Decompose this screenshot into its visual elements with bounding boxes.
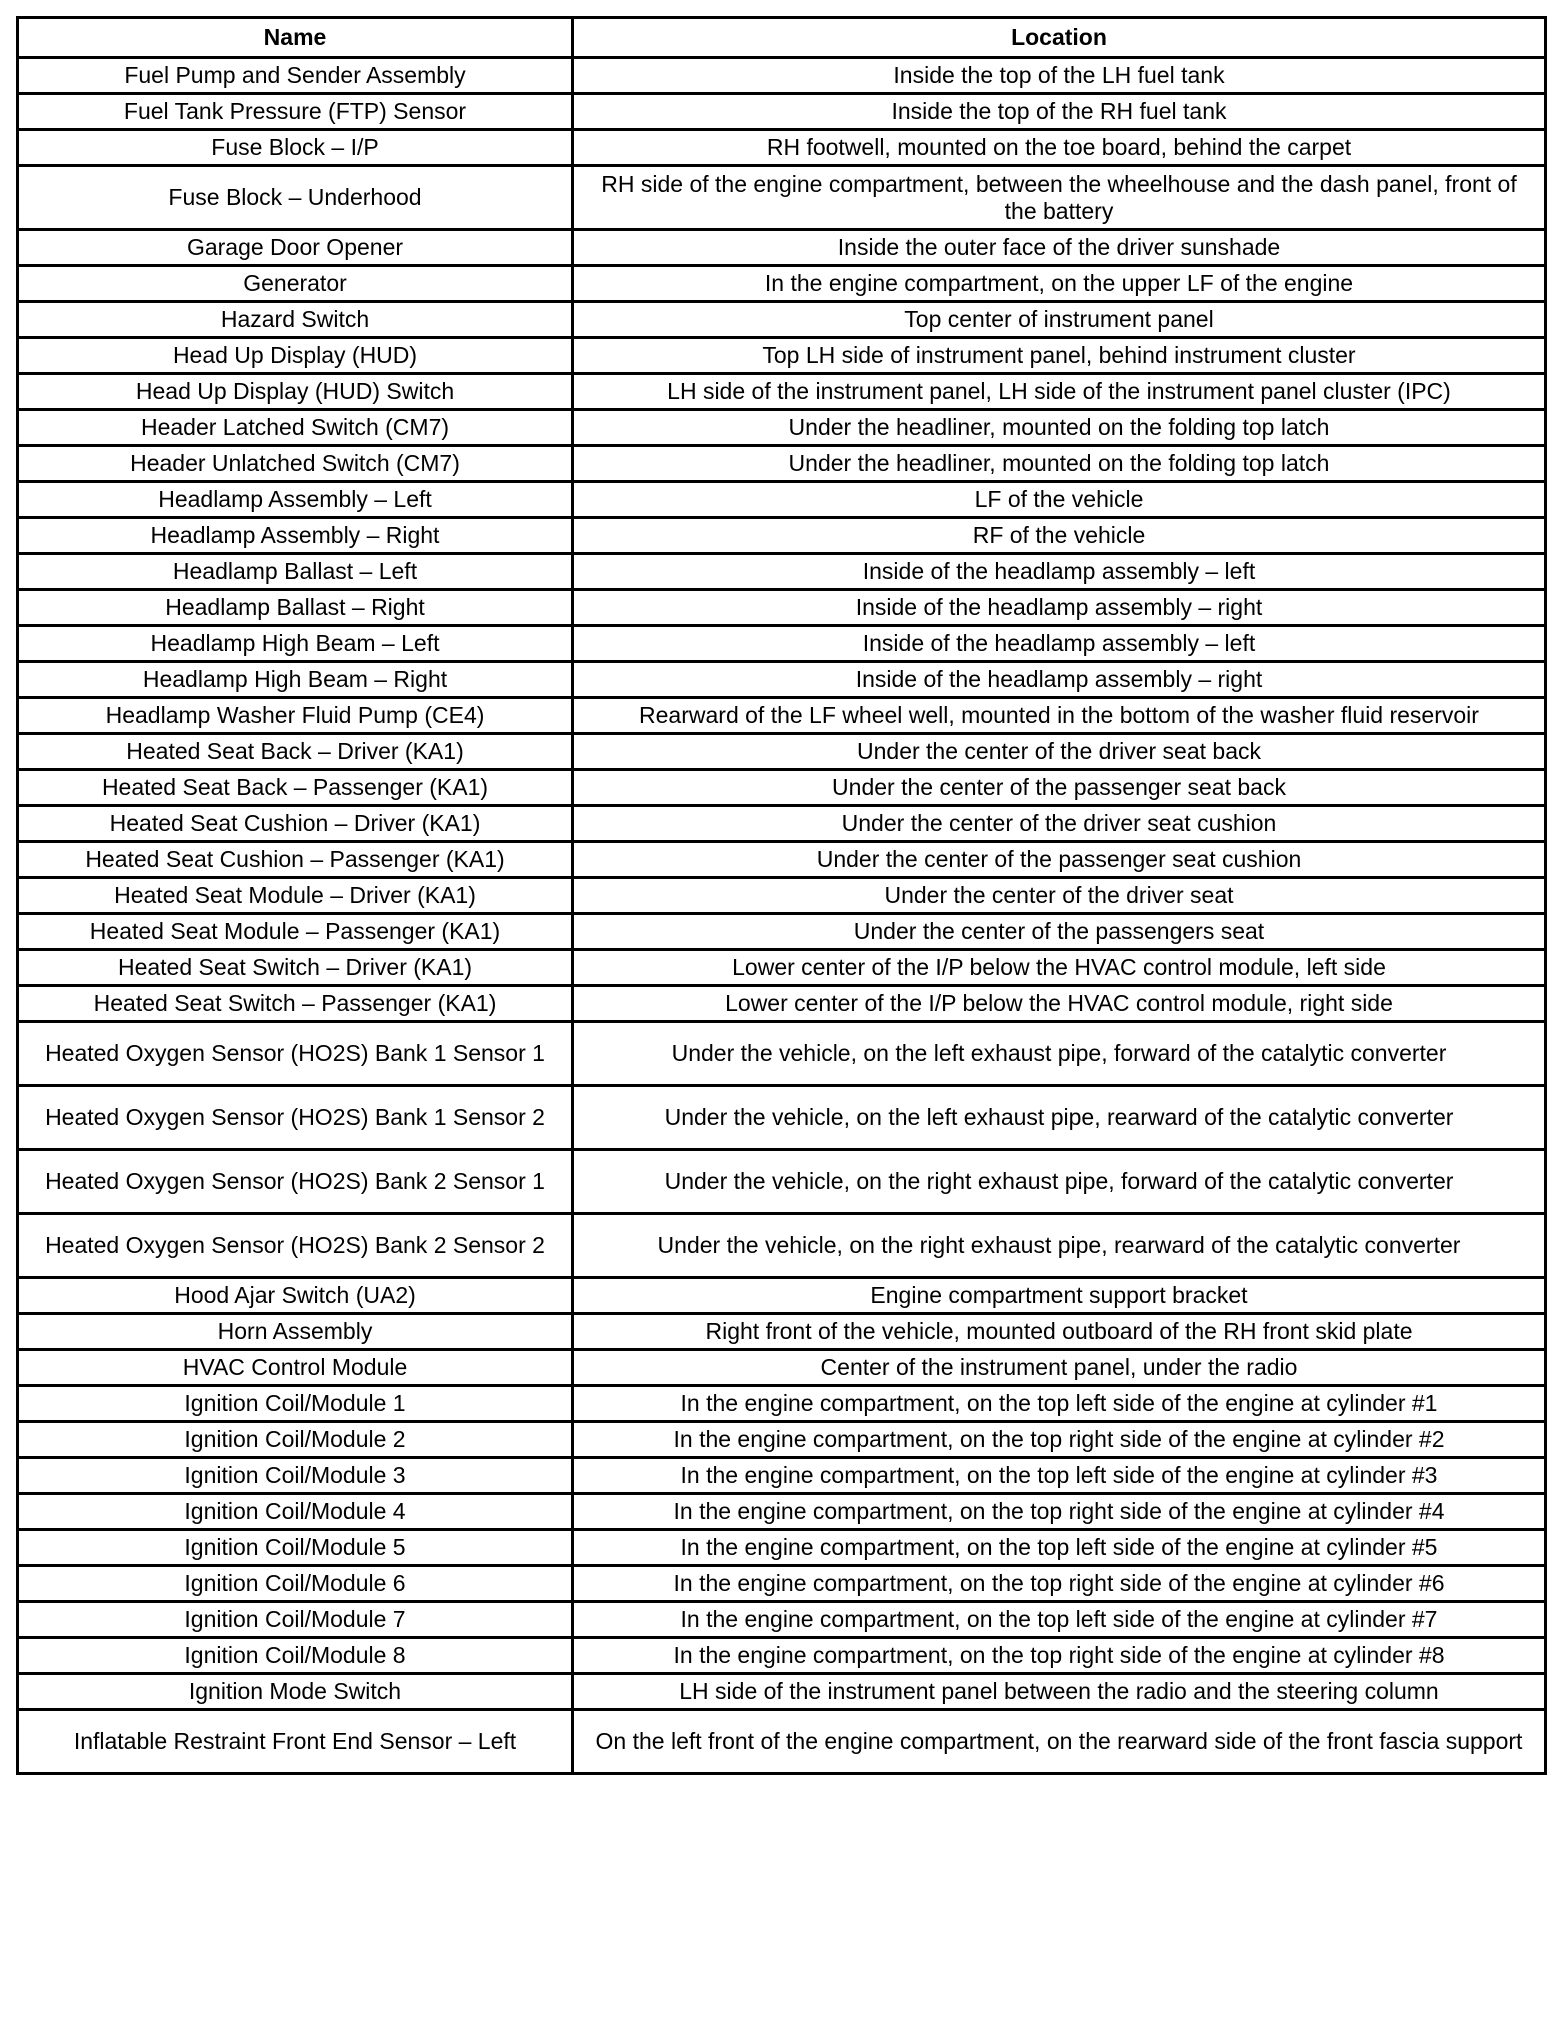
- component-name-cell: Headlamp Ballast – Left: [18, 554, 573, 590]
- component-location-cell: Under the center of the passenger seat cushion: [573, 842, 1546, 878]
- component-name-cell: Headlamp High Beam – Right: [18, 662, 573, 698]
- table-row: [18, 1150, 1546, 1214]
- component-location-cell: Under the vehicle, on the right exhaust pipe, rearward of the catalytic converter: [573, 1214, 1546, 1278]
- table-row: [18, 734, 1546, 770]
- component-location-cell: Engine compartment support bracket: [573, 1278, 1546, 1314]
- table-row: [18, 842, 1546, 878]
- component-location-cell: Under the vehicle, on the right exhaust pipe, forward of the catalytic converter: [573, 1150, 1546, 1214]
- component-name-cell: Headlamp Assembly – Left: [18, 482, 573, 518]
- component-location-cell: Under the vehicle, on the left exhaust pipe, forward of the catalytic converter: [573, 1022, 1546, 1086]
- table-body: [18, 58, 1546, 1774]
- component-name-cell: HVAC Control Module: [18, 1350, 573, 1386]
- component-name-cell: Heated Seat Back – Passenger (KA1): [18, 770, 573, 806]
- component-location-cell: Rearward of the LF wheel well, mounted in the bottom of the washer fluid reservoir: [573, 698, 1546, 734]
- table-row: [18, 1494, 1546, 1530]
- component-name-cell: Horn Assembly: [18, 1314, 573, 1350]
- table-row: [18, 1638, 1546, 1674]
- component-location-cell: Under the center of the passengers seat: [573, 914, 1546, 950]
- table-row: [18, 166, 1546, 230]
- table-row: [18, 266, 1546, 302]
- table-row: [18, 1566, 1546, 1602]
- table-row: [18, 1086, 1546, 1150]
- component-location-cell: LF of the vehicle: [573, 482, 1546, 518]
- table-row: [18, 1530, 1546, 1566]
- table-row: [18, 554, 1546, 590]
- component-location-cell: Under the headliner, mounted on the folding top latch: [573, 410, 1546, 446]
- component-name-cell: Heated Seat Module – Driver (KA1): [18, 878, 573, 914]
- component-location-cell: Under the center of the driver seat: [573, 878, 1546, 914]
- component-location-cell: Inside of the headlamp assembly – right: [573, 662, 1546, 698]
- table-row: [18, 130, 1546, 166]
- component-location-table: [16, 16, 1547, 1775]
- component-location-cell: Inside the outer face of the driver sunshade: [573, 230, 1546, 266]
- component-location-cell: Inside of the headlamp assembly – right: [573, 590, 1546, 626]
- component-name-cell: Ignition Coil/Module 3: [18, 1458, 573, 1494]
- table-row: [18, 806, 1546, 842]
- table-row: [18, 1314, 1546, 1350]
- component-location-cell: In the engine compartment, on the top right side of the engine at cylinder #6: [573, 1566, 1546, 1602]
- component-location-cell: Lower center of the I/P below the HVAC control module, right side: [573, 986, 1546, 1022]
- table-row: [18, 1710, 1546, 1774]
- component-name-cell: Ignition Coil/Module 7: [18, 1602, 573, 1638]
- table-row: [18, 698, 1546, 734]
- component-location-cell: Inside of the headlamp assembly – left: [573, 626, 1546, 662]
- table-row: [18, 230, 1546, 266]
- component-location-cell: LH side of the instrument panel between the radio and the steering column: [573, 1674, 1546, 1710]
- component-name-cell: Fuel Tank Pressure (FTP) Sensor: [18, 94, 573, 130]
- table-row: [18, 374, 1546, 410]
- component-location-cell: In the engine compartment, on the upper LF of the engine: [573, 266, 1546, 302]
- component-location-cell: In the engine compartment, on the top left side of the engine at cylinder #3: [573, 1458, 1546, 1494]
- component-name-cell: Fuse Block – I/P: [18, 130, 573, 166]
- component-location-cell: RH side of the engine compartment, between the wheelhouse and the dash panel, front of the battery: [573, 166, 1546, 230]
- component-name-cell: Generator: [18, 266, 573, 302]
- component-name-cell: Heated Oxygen Sensor (HO2S) Bank 1 Sensor 1: [18, 1022, 573, 1086]
- component-location-cell: Inside the top of the LH fuel tank: [573, 58, 1546, 94]
- component-location-cell: Right front of the vehicle, mounted outboard of the RH front skid plate: [573, 1314, 1546, 1350]
- component-location-cell: Center of the instrument panel, under the radio: [573, 1350, 1546, 1386]
- component-location-cell: On the left front of the engine compartment, on the rearward side of the front fascia support: [573, 1710, 1546, 1774]
- component-name-cell: Heated Oxygen Sensor (HO2S) Bank 2 Sensor 1: [18, 1150, 573, 1214]
- component-location-cell: Under the center of the driver seat back: [573, 734, 1546, 770]
- table-row: [18, 1422, 1546, 1458]
- table-row: [18, 446, 1546, 482]
- table-row: [18, 950, 1546, 986]
- component-name-cell: Ignition Coil/Module 6: [18, 1566, 573, 1602]
- table-row: [18, 410, 1546, 446]
- table-row: [18, 878, 1546, 914]
- component-name-cell: Heated Seat Cushion – Passenger (KA1): [18, 842, 573, 878]
- component-name-cell: Headlamp High Beam – Left: [18, 626, 573, 662]
- component-name-cell: Ignition Coil/Module 8: [18, 1638, 573, 1674]
- component-name-cell: Head Up Display (HUD): [18, 338, 573, 374]
- table-row: [18, 1278, 1546, 1314]
- table-row: [18, 1674, 1546, 1710]
- table-row: [18, 1458, 1546, 1494]
- table-row: [18, 626, 1546, 662]
- component-name-cell: Hazard Switch: [18, 302, 573, 338]
- table-row: [18, 1022, 1546, 1086]
- component-location-cell: Under the vehicle, on the left exhaust pipe, rearward of the catalytic converter: [573, 1086, 1546, 1150]
- component-name-cell: Head Up Display (HUD) Switch: [18, 374, 573, 410]
- table-row: [18, 662, 1546, 698]
- column-header-location: Location: [573, 18, 1546, 58]
- component-name-cell: Heated Seat Back – Driver (KA1): [18, 734, 573, 770]
- table-row: [18, 94, 1546, 130]
- component-name-cell: Ignition Coil/Module 2: [18, 1422, 573, 1458]
- table-row: [18, 1350, 1546, 1386]
- component-name-cell: Heated Seat Switch – Driver (KA1): [18, 950, 573, 986]
- component-name-cell: Fuse Block – Underhood: [18, 166, 573, 230]
- table-row: [18, 1214, 1546, 1278]
- component-location-cell: Top LH side of instrument panel, behind instrument cluster: [573, 338, 1546, 374]
- component-name-cell: Heated Seat Cushion – Driver (KA1): [18, 806, 573, 842]
- component-location-cell: In the engine compartment, on the top right side of the engine at cylinder #8: [573, 1638, 1546, 1674]
- component-location-cell: Under the center of the passenger seat back: [573, 770, 1546, 806]
- component-name-cell: Inflatable Restraint Front End Sensor – Left: [18, 1710, 573, 1774]
- component-name-cell: Headlamp Washer Fluid Pump (CE4): [18, 698, 573, 734]
- table-row: [18, 338, 1546, 374]
- component-location-cell: Top center of instrument panel: [573, 302, 1546, 338]
- component-name-cell: Heated Oxygen Sensor (HO2S) Bank 2 Sensor 2: [18, 1214, 573, 1278]
- component-location-cell: In the engine compartment, on the top right side of the engine at cylinder #4: [573, 1494, 1546, 1530]
- component-name-cell: Ignition Coil/Module 5: [18, 1530, 573, 1566]
- table-row: [18, 590, 1546, 626]
- component-location-cell: LH side of the instrument panel, LH side of the instrument panel cluster (IPC): [573, 374, 1546, 410]
- table-row: [18, 770, 1546, 806]
- component-location-cell: In the engine compartment, on the top left side of the engine at cylinder #1: [573, 1386, 1546, 1422]
- component-location-cell: Under the center of the driver seat cushion: [573, 806, 1546, 842]
- table-row: [18, 302, 1546, 338]
- component-location-cell: In the engine compartment, on the top left side of the engine at cylinder #5: [573, 1530, 1546, 1566]
- table-row: [18, 58, 1546, 94]
- table-row: [18, 1602, 1546, 1638]
- table-row: [18, 482, 1546, 518]
- component-location-cell: In the engine compartment, on the top left side of the engine at cylinder #7: [573, 1602, 1546, 1638]
- component-name-cell: Hood Ajar Switch (UA2): [18, 1278, 573, 1314]
- component-location-cell: Inside of the headlamp assembly – left: [573, 554, 1546, 590]
- table-row: [18, 1386, 1546, 1422]
- component-name-cell: Headlamp Ballast – Right: [18, 590, 573, 626]
- component-location-cell: Lower center of the I/P below the HVAC control module, left side: [573, 950, 1546, 986]
- table-row: [18, 914, 1546, 950]
- component-name-cell: Ignition Coil/Module 1: [18, 1386, 573, 1422]
- component-name-cell: Fuel Pump and Sender Assembly: [18, 58, 573, 94]
- component-location-cell: In the engine compartment, on the top right side of the engine at cylinder #2: [573, 1422, 1546, 1458]
- component-name-cell: Header Latched Switch (CM7): [18, 410, 573, 446]
- component-name-cell: Ignition Coil/Module 4: [18, 1494, 573, 1530]
- component-name-cell: Headlamp Assembly – Right: [18, 518, 573, 554]
- table-row: [18, 986, 1546, 1022]
- component-name-cell: Heated Seat Switch – Passenger (KA1): [18, 986, 573, 1022]
- component-location-cell: RF of the vehicle: [573, 518, 1546, 554]
- column-header-name: Name: [18, 18, 573, 58]
- component-name-cell: Garage Door Opener: [18, 230, 573, 266]
- component-location-cell: Inside the top of the RH fuel tank: [573, 94, 1546, 130]
- component-name-cell: Header Unlatched Switch (CM7): [18, 446, 573, 482]
- component-location-cell: RH footwell, mounted on the toe board, behind the carpet: [573, 130, 1546, 166]
- component-name-cell: Heated Seat Module – Passenger (KA1): [18, 914, 573, 950]
- component-location-cell: Under the headliner, mounted on the folding top latch: [573, 446, 1546, 482]
- component-name-cell: Ignition Mode Switch: [18, 1674, 573, 1710]
- header-row: [18, 18, 1546, 58]
- table-row: [18, 518, 1546, 554]
- component-name-cell: Heated Oxygen Sensor (HO2S) Bank 1 Sensor 2: [18, 1086, 573, 1150]
